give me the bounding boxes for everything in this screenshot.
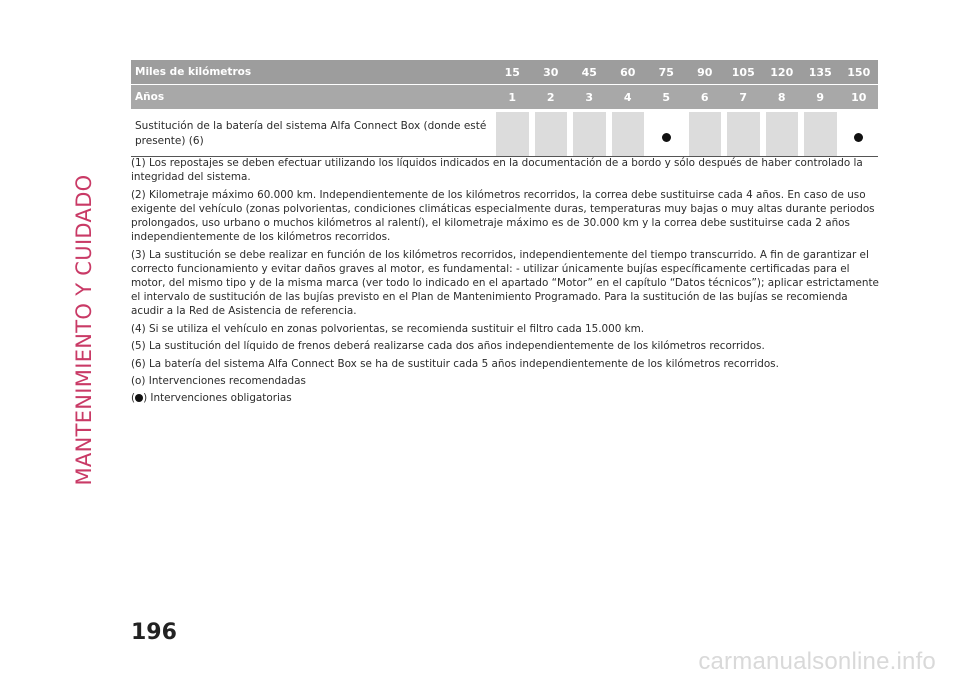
interval-cell	[570, 112, 609, 156]
interval-cell-mandatory	[647, 112, 686, 156]
interval-cell	[724, 112, 763, 156]
year-value: 10	[851, 90, 867, 104]
interval-cell	[609, 112, 648, 156]
years-header-label: Años	[135, 91, 165, 103]
year-value: 1	[508, 90, 517, 104]
interval-cell	[801, 112, 840, 156]
km-value: 75	[658, 65, 674, 79]
paren-open: (	[131, 392, 136, 405]
maintenance-table	[131, 60, 878, 157]
km-value: 15	[504, 65, 520, 79]
km-value: 150	[847, 65, 871, 79]
footnote: (1) Los repostajes se deben efectuar utilizando los líquidos indicados en la documentación de a bordo y sólo después de haber controlado la integridad del sistema.	[131, 157, 863, 184]
footnote: (3) La sustitución se debe realizar en función de los kilómetros recorridos, independientemente del tiempo transcurrido. A fin de garantizar el correcto funcionamiento y evitar daños graves al motor, es fundamental: - utilizar únicamente bujías específicamente certificadas para el motor, del mismo tipo y de la misma marca (ver todo lo indicado en el apartado “Motor” en el capítulo “Datos técnicos”); aplicar estrictamente el intervalo de sustitución de las bujías previsto en el Plan de Mantenimiento Programado. Para la sustitución de las bujías se recomienda acudir a la Red de Asistencia de referencia.	[131, 248, 879, 318]
km-header-row	[131, 60, 878, 84]
footnotes	[131, 156, 881, 409]
km-value: 105	[731, 65, 755, 79]
section-title: MANTENIMIENTO Y CUIDADO	[72, 174, 96, 486]
km-header-label: Miles de kilómetros	[135, 66, 252, 78]
km-value: 120	[770, 65, 794, 79]
year-value: 6	[700, 90, 709, 104]
year-value: 8	[777, 90, 786, 104]
footnote-mandatory	[131, 391, 881, 405]
battery-replacement-label: Sustitución de la batería del sistema Alfa Connect Box (donde esté presente) (6)	[135, 119, 487, 147]
interval-cell	[763, 112, 802, 156]
interval-cell-mandatory	[840, 112, 879, 156]
year-value: 4	[623, 90, 632, 104]
interval-cell	[493, 112, 532, 156]
km-value: 135	[808, 65, 832, 79]
km-value: 30	[543, 65, 559, 79]
year-value: 2	[546, 90, 555, 104]
footnote: (6) La batería del sistema Alfa Connect Box se ha de sustituir cada 5 años independientemente de los kilómetros recorridos.	[131, 357, 779, 370]
year-value: 7	[739, 90, 748, 104]
mandatory-dot-icon	[135, 394, 143, 402]
footnote: (4) Si se utiliza el vehículo en zonas polvorientas, se recomienda sustituir el filtro cada 15.000 km.	[131, 322, 645, 335]
interval-cell	[686, 112, 725, 156]
watermark: carmanualsonline.info	[698, 648, 936, 675]
km-value: 60	[620, 65, 636, 79]
footnote: (2) Kilometraje máximo 60.000 km. Independientemente de los kilómetros recorridos, la correa debe sustituirse cada 4 años. En caso de uso exigente del vehículo (zonas polvorientas, condiciones climáticas especialmente duras, temperaturas muy bajas o muy altas durante periodos prolongados, uso urbano o muchos kilómetros al ralentí), el kilometraje máximo es de 30.000 km y la correa debe sustituirse cada 2 años independientemente de los kilómetros recorridos.	[131, 188, 875, 244]
footnote: (o) Intervenciones recomendadas	[131, 374, 306, 387]
year-value: 9	[816, 90, 825, 104]
year-value: 3	[585, 90, 594, 104]
footnote: (5) La sustitución del líquido de frenos deberá realizarse cada dos años independientemente de los kilómetros recorridos.	[131, 340, 765, 353]
mandatory-dot-icon	[854, 133, 863, 142]
page-number: 196	[131, 620, 177, 645]
years-header-row	[131, 85, 878, 109]
interval-cell	[532, 112, 571, 156]
battery-replacement-row	[131, 112, 878, 157]
km-value: 90	[697, 65, 713, 79]
mandatory-dot-icon	[662, 133, 671, 142]
mandatory-note-text: ) Intervenciones obligatorias	[143, 392, 292, 405]
year-value: 5	[662, 90, 671, 104]
km-value: 45	[581, 65, 597, 79]
